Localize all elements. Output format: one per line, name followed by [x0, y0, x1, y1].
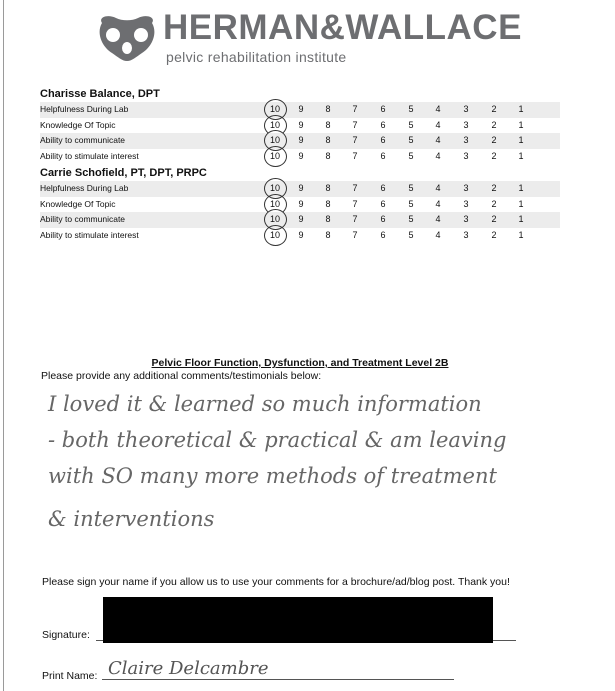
selected-score-circle	[264, 225, 287, 246]
rating-score: 6	[380, 214, 386, 225]
rating-score: 4	[435, 150, 441, 161]
rating-score: 6	[380, 104, 386, 114]
rating-criterion-label: Helpfulness During Lab	[40, 104, 129, 114]
rating-row	[40, 102, 560, 118]
print-name-line	[102, 679, 454, 680]
rating-score: 10	[269, 198, 280, 209]
rating-score: 1	[518, 214, 524, 225]
rating-criterion-label: Ability to stimulate interest	[40, 150, 139, 161]
rating-score: 5	[408, 104, 414, 114]
rating-score: 7	[352, 183, 358, 193]
pelvis-icon	[96, 13, 158, 63]
rating-score: 5	[408, 183, 414, 193]
rating-score: 9	[298, 183, 304, 193]
rating-score: 2	[491, 135, 497, 146]
rating-score: 10	[269, 135, 280, 146]
rating-score: 9	[298, 119, 304, 130]
selected-score-circle	[264, 146, 287, 167]
rating-score: 5	[408, 135, 414, 146]
rating-score: 8	[325, 198, 331, 209]
rating-score: 5	[408, 214, 414, 225]
rating-row	[40, 133, 560, 149]
rating-score: 7	[352, 104, 358, 114]
handwritten-comment-line: & interventions	[48, 507, 215, 531]
rating-score: 7	[352, 214, 358, 225]
rating-score: 10	[269, 214, 280, 225]
brand-tagline: pelvic rehabilitation institute	[166, 49, 347, 65]
rating-row	[40, 181, 560, 197]
rating-score: 5	[408, 150, 414, 161]
rating-score: 3	[463, 183, 469, 193]
rating-score: 1	[518, 183, 524, 193]
rating-score: 8	[325, 135, 331, 146]
rating-score: 9	[298, 229, 304, 240]
rating-score: 4	[435, 104, 441, 114]
rating-row	[40, 212, 560, 228]
rating-score: 3	[463, 104, 469, 114]
rating-score: 10	[269, 104, 280, 114]
rating-score: 7	[352, 135, 358, 146]
rating-score: 10	[269, 150, 280, 161]
signature-label: Signature:	[42, 629, 90, 641]
rating-criterion-label: Ability to stimulate interest	[40, 229, 139, 240]
brand-name: HERMAN&WALLACE	[163, 8, 522, 47]
rating-section-carrie	[40, 167, 560, 243]
rating-score: 8	[325, 119, 331, 130]
rating-row	[40, 149, 560, 165]
rating-score: 3	[463, 229, 469, 240]
rating-score: 2	[491, 104, 497, 114]
rating-score: 3	[463, 150, 469, 161]
rating-score: 3	[463, 135, 469, 146]
rating-score: 7	[352, 150, 358, 161]
rating-score: 1	[518, 150, 524, 161]
rating-score: 4	[435, 119, 441, 130]
rating-score: 7	[352, 229, 358, 240]
rating-row	[40, 118, 560, 134]
rating-score: 6	[380, 119, 386, 130]
rating-score: 2	[491, 214, 497, 225]
rating-score: 4	[435, 214, 441, 225]
rating-score: 9	[298, 135, 304, 146]
rating-score: 6	[380, 183, 386, 193]
rating-score: 10	[269, 119, 280, 130]
rating-score: 8	[325, 150, 331, 161]
rating-score: 1	[518, 198, 524, 209]
rating-criterion-label: Helpfulness During Lab	[40, 183, 129, 193]
rating-score: 4	[435, 183, 441, 193]
rating-score: 1	[518, 104, 524, 114]
rating-score: 8	[325, 214, 331, 225]
rating-score: 5	[408, 119, 414, 130]
rating-criterion-label: Knowledge Of Topic	[40, 119, 116, 130]
rating-score: 4	[435, 198, 441, 209]
rating-score: 10	[269, 229, 280, 240]
rating-score: 9	[298, 150, 304, 161]
rating-score: 2	[491, 183, 497, 193]
handwritten-comment-line: with SO many more methods of treatment	[48, 464, 497, 488]
print-name-value: Claire Delcambre	[108, 658, 269, 679]
rating-row	[40, 228, 560, 244]
rating-section-charisse	[40, 88, 560, 164]
rating-score: 7	[352, 198, 358, 209]
comments-prompt: Please provide any additional comments/testimonials below:	[41, 370, 322, 382]
rating-score: 2	[491, 198, 497, 209]
rating-score: 1	[518, 229, 524, 240]
rating-score: 2	[491, 150, 497, 161]
rating-score: 3	[463, 214, 469, 225]
instructor-name: Carrie Schofield, PT, DPT, PRPC	[40, 167, 207, 179]
rating-criterion-label: Knowledge Of Topic	[40, 198, 116, 209]
rating-score: 5	[408, 229, 414, 240]
rating-score: 7	[352, 119, 358, 130]
rating-score: 10	[269, 183, 280, 193]
rating-score: 6	[380, 135, 386, 146]
rating-score: 5	[408, 198, 414, 209]
rating-score: 1	[518, 119, 524, 130]
rating-score: 6	[380, 229, 386, 240]
rating-score: 2	[491, 119, 497, 130]
handwritten-comment-line: - both theoretical & practical & am leaving	[48, 428, 507, 452]
rating-score: 3	[463, 119, 469, 130]
rating-criterion-label: Ability to communicate	[40, 135, 126, 146]
rating-score: 1	[518, 135, 524, 146]
rating-score: 6	[380, 150, 386, 161]
rating-row	[40, 197, 560, 213]
rating-score: 9	[298, 214, 304, 225]
rating-score: 9	[298, 198, 304, 209]
rating-score: 4	[435, 135, 441, 146]
print-name-label: Print Name:	[42, 670, 98, 682]
signature-consent-prompt: Please sign your name if you allow us to use your comments for a brochure/ad/blog post. Thank you!	[42, 576, 510, 588]
rating-score: 8	[325, 183, 331, 193]
rating-score: 9	[298, 104, 304, 114]
rating-criterion-label: Ability to communicate	[40, 214, 126, 225]
instructor-name: Charisse Balance, DPT	[40, 88, 160, 100]
rating-score: 8	[325, 104, 331, 114]
rating-score: 8	[325, 229, 331, 240]
rating-score: 4	[435, 229, 441, 240]
signature-redaction	[103, 597, 493, 643]
rating-score: 3	[463, 198, 469, 209]
rating-score: 6	[380, 198, 386, 209]
handwritten-comment-line: I loved it & learned so much information	[48, 392, 482, 416]
rating-score: 2	[491, 229, 497, 240]
page-edge-rule	[3, 0, 4, 691]
course-title: Pelvic Floor Function, Dysfunction, and Treatment Level 2B	[151, 357, 449, 369]
